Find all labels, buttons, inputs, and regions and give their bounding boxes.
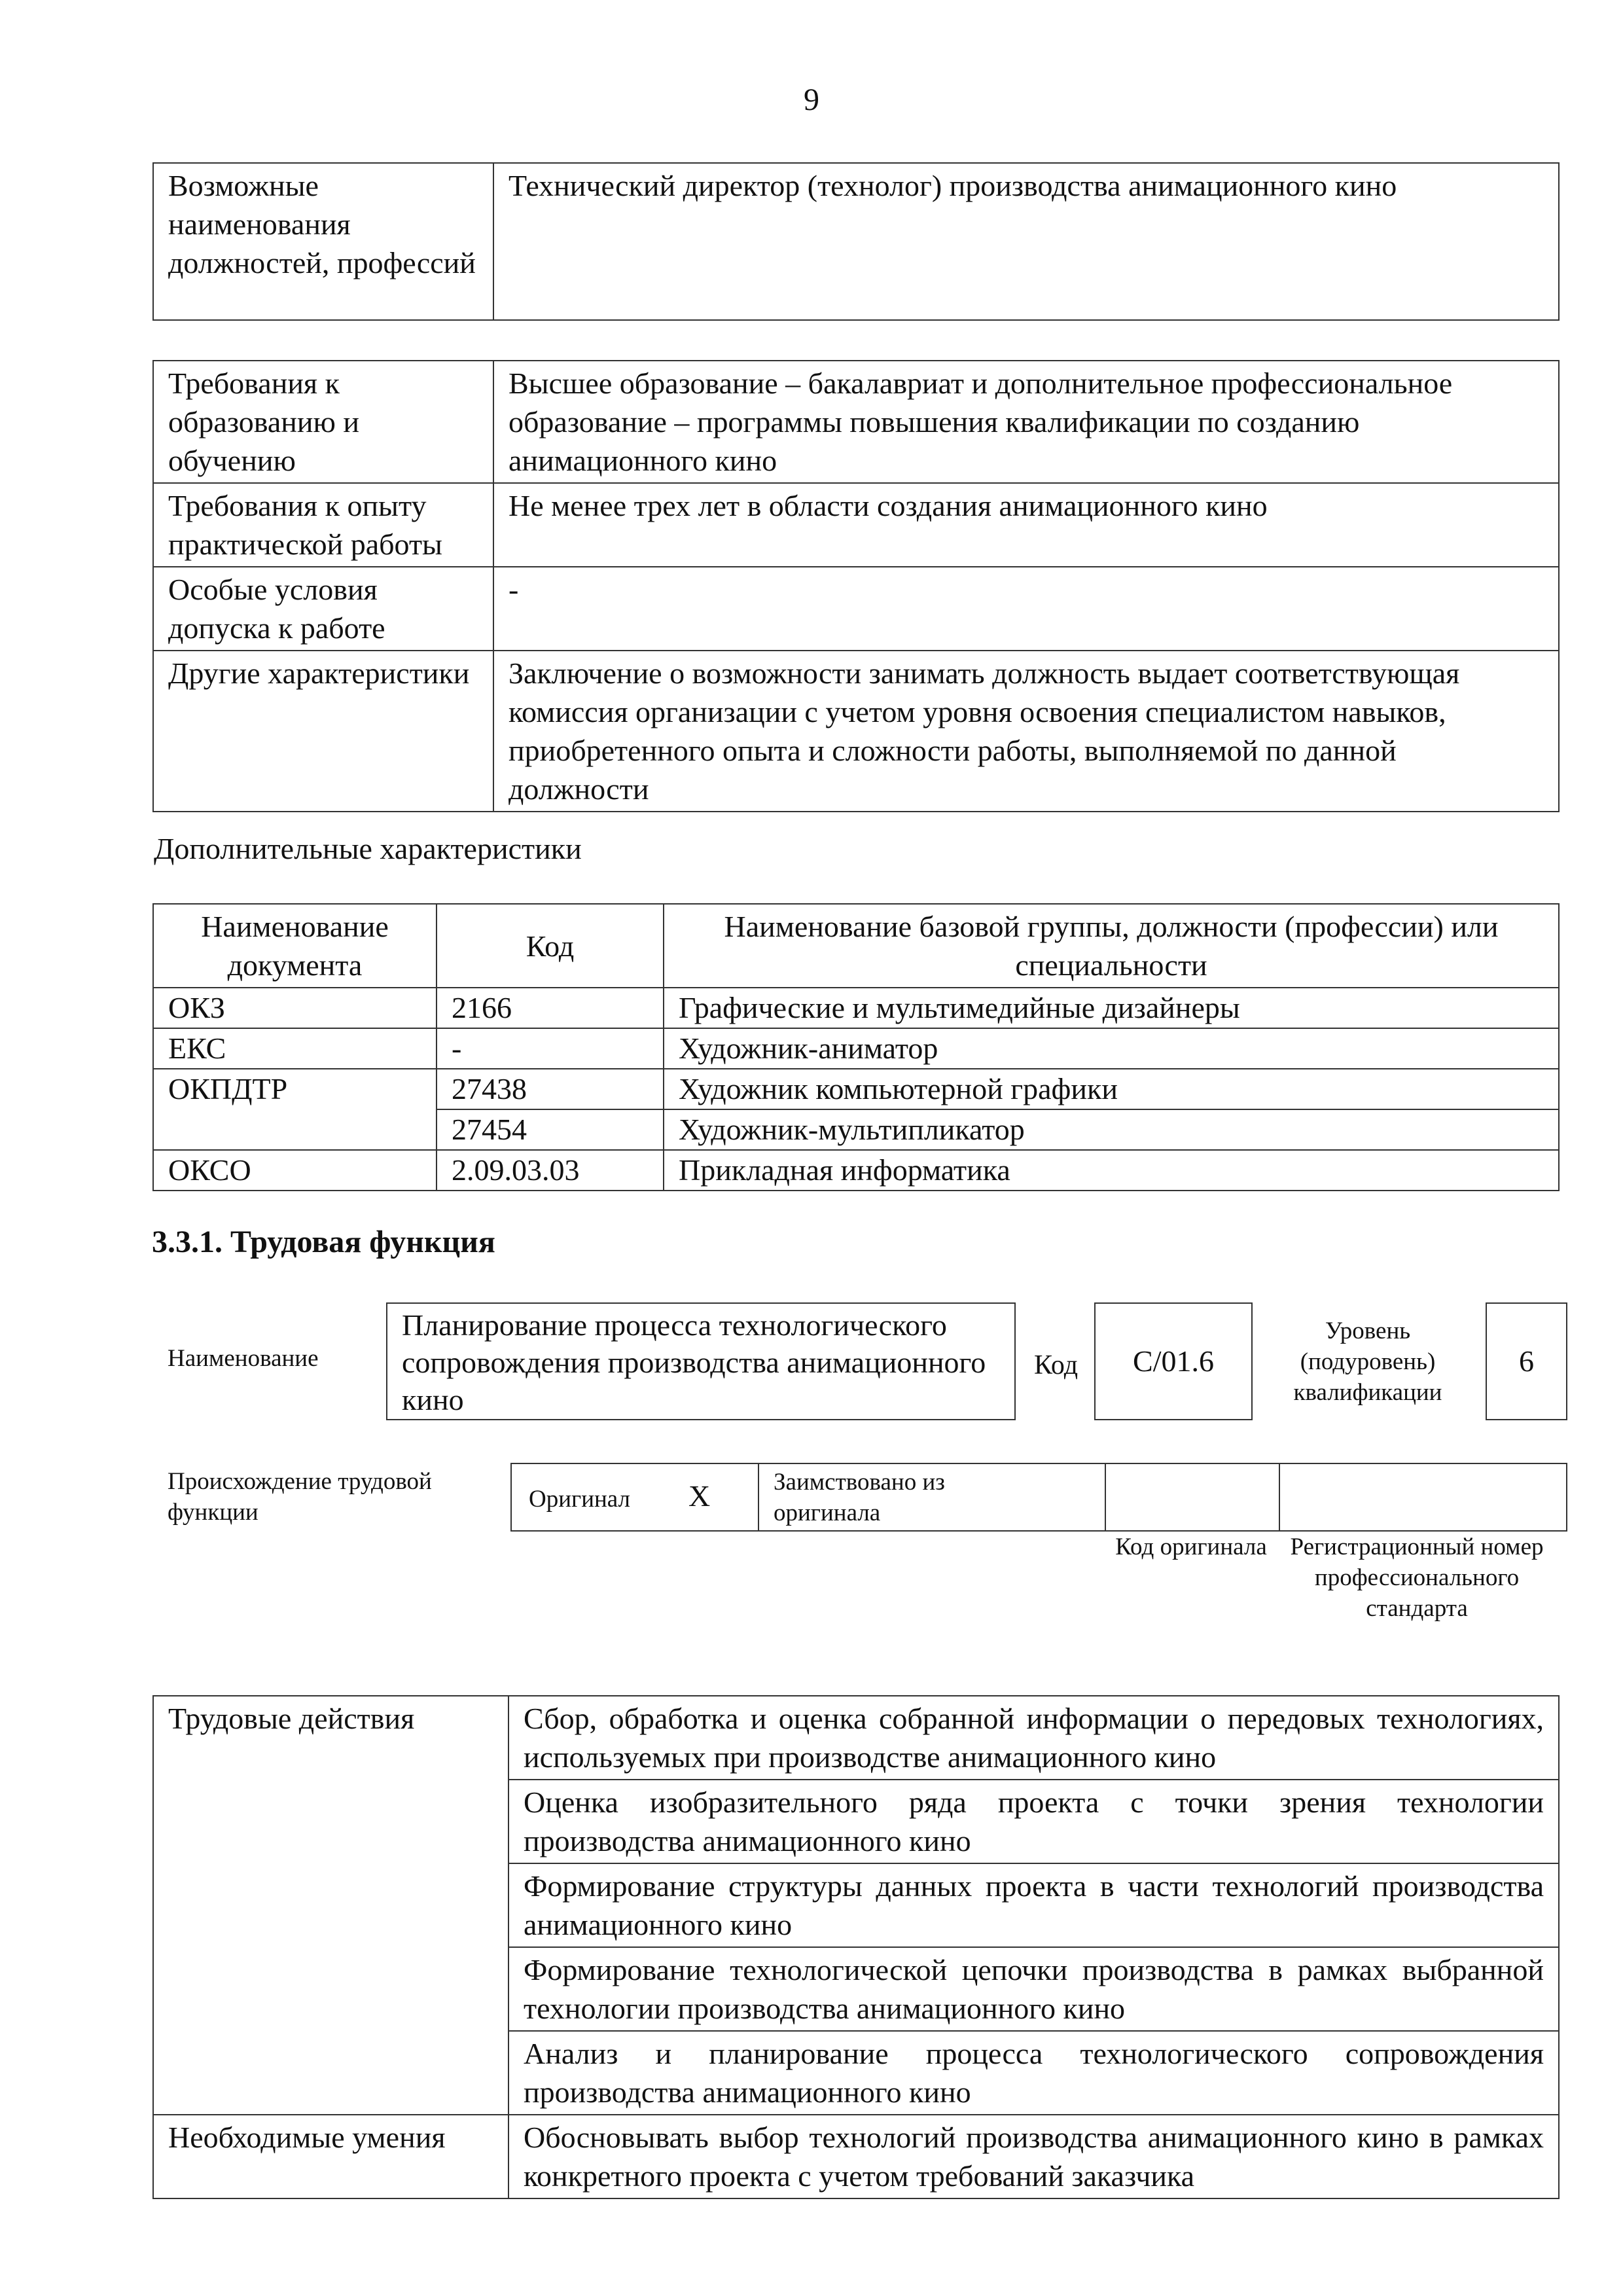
actions-label: Трудовые действия [153, 1696, 508, 2115]
row-doc: ОКСО [153, 1150, 437, 1191]
action-item: Сбор, обработка и оценка собранной информации о передовых технологиях, используемых при производстве анимационного кино [508, 1696, 1559, 1780]
admission-value: - [493, 567, 1559, 651]
header-name: Наименование базовой группы, должности (профессии) или специальности [664, 904, 1559, 988]
row-code: - [437, 1028, 664, 1069]
row-code: 27438 [437, 1069, 664, 1109]
action-item: Оценка изобразительного ряда проекта с точки зрения технологии производства анимационного кино [508, 1780, 1559, 1863]
education-label: Требования к образованию и обучению [153, 361, 493, 483]
row-code: 2.09.03.03 [437, 1150, 664, 1191]
original-label: Оригинал [529, 1486, 631, 1513]
experience-value: Не менее трех лет в области создания анимационного кино [493, 483, 1559, 567]
function-heading: 3.3.1. Трудовая функция [152, 1225, 495, 1259]
row-name: Художник-аниматор [664, 1028, 1559, 1069]
row-code: 2166 [437, 988, 664, 1028]
education-value: Высшее образование – бакалавриат и дополнительное профессиональное образование – программы повышения квалификации по созданию анимационного кино [493, 361, 1559, 483]
page-number: 9 [804, 82, 819, 117]
origin-box [510, 1463, 1567, 1532]
function-code-label: Код [1034, 1350, 1079, 1380]
origin-divider [1105, 1463, 1106, 1532]
row-name: Художник компьютерной графики [664, 1069, 1559, 1109]
registration-number-caption: Регистрационный номер профессионального стандарта [1290, 1534, 1544, 1622]
borrowed-label: Заимствовано из оригинала [774, 1469, 945, 1526]
qualification-level-value: 6 [1486, 1302, 1567, 1420]
positions-value: Технический директор (технолог) производства анимационного кино [493, 163, 1559, 320]
row-name: Прикладная информатика [664, 1150, 1559, 1191]
original-code-caption: Код оригинала [1115, 1534, 1267, 1560]
other-value: Заключение о возможности занимать должность выдает соответствующая комиссия организации с учетом уровня освоения специалистом навыков, приобретенного опыта и сложности работы, выполняемой по данной должности [493, 651, 1559, 812]
experience-label: Требования к опыту практической работы [153, 483, 493, 567]
other-label: Другие характеристики [153, 651, 493, 812]
positions-label: Возможные наименования должностей, профессий [153, 163, 493, 320]
row-name: Художник-мультипликатор [664, 1109, 1559, 1150]
original-mark: X [688, 1479, 711, 1513]
function-code-value: C/01.6 [1094, 1302, 1253, 1420]
origin-divider [1279, 1463, 1280, 1532]
function-name-value: Планирование процесса технологического сопровождения производства анимационного кино [386, 1302, 1016, 1420]
row-doc: ОКПДТР [153, 1069, 437, 1150]
positions-table [152, 162, 1560, 321]
admission-label: Особые условия допуска к работе [153, 567, 493, 651]
header-code: Код [437, 904, 664, 988]
origin-divider [758, 1463, 759, 1532]
row-doc: ОКЗ [153, 988, 437, 1028]
actions-table [152, 1695, 1560, 2199]
requirements-table [152, 360, 1560, 812]
origin-label: Происхождение трудовой функции [168, 1468, 432, 1526]
header-document: Наименование документа [153, 904, 437, 988]
function-name-label: Наименование [168, 1345, 319, 1372]
qualification-level-label: Уровень (подуровень) квалификации [1293, 1318, 1442, 1406]
action-item: Формирование структуры данных проекта в части технологий производства анимационного кино [508, 1863, 1559, 1947]
row-code: 27454 [437, 1109, 664, 1150]
action-item: Анализ и планирование процесса технологического сопровождения производства анимационного кино [508, 2031, 1559, 2115]
additional-title: Дополнительные характеристики [154, 832, 582, 865]
row-doc: ЕКС [153, 1028, 437, 1069]
row-name: Графические и мультимедийные дизайнеры [664, 988, 1559, 1028]
action-item: Формирование технологической цепочки производства в рамках выбранной технологии производства анимационного кино [508, 1947, 1559, 2031]
skills-value: Обосновывать выбор технологий производства анимационного кино в рамках конкретного проекта с учетом требований заказчика [508, 2115, 1559, 2198]
additional-table [152, 903, 1560, 1191]
skills-label: Необходимые умения [153, 2115, 508, 2198]
